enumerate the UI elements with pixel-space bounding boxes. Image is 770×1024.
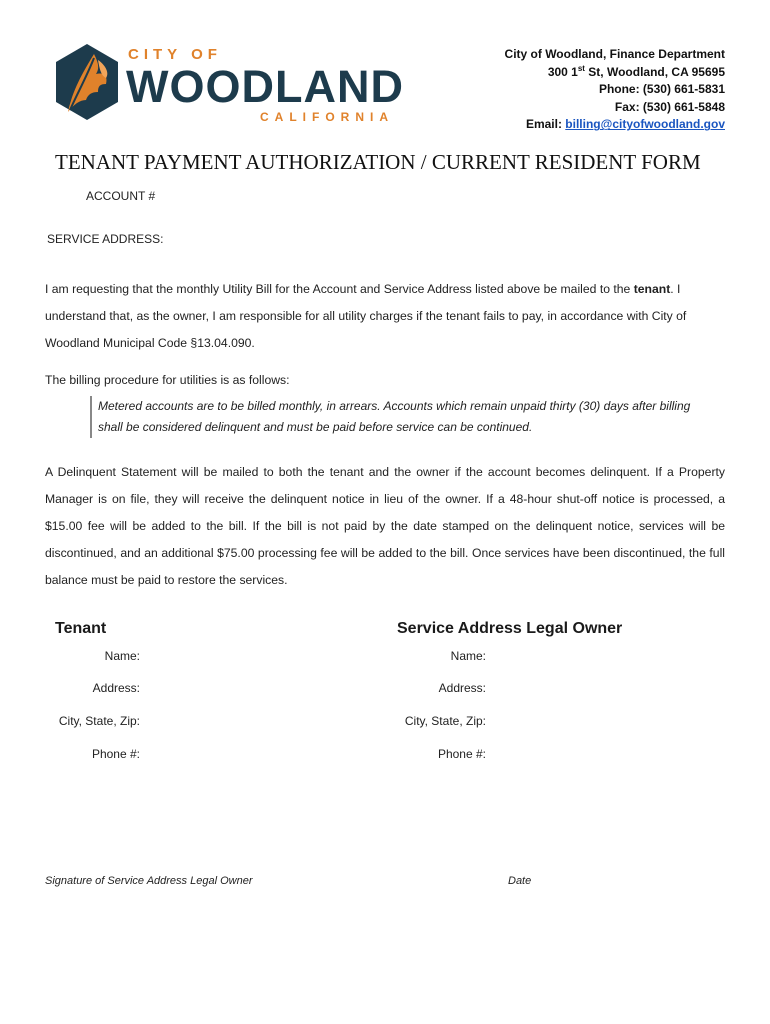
billing-procedure-intro: The billing procedure for utilities is as follows: (45, 373, 290, 387)
city-logo (54, 42, 404, 126)
tenant-heading: Tenant (55, 620, 107, 637)
service-address-label: SERVICE ADDRESS: (47, 232, 164, 246)
department-name: City of Woodland, Finance Department (504, 47, 725, 61)
logo-california: CALIFORNIA (260, 110, 394, 124)
contact-block (505, 46, 725, 134)
owner-name-label: Name: (450, 649, 486, 663)
department-address: 300 1st St, Woodland, CA 95695 (547, 63, 725, 79)
delinquent-statement-paragraph: A Delinquent Statement will be mailed to both the tenant and the owner if the account becomes delinquent. If a Property Manager is on file, they will receive the delinquent notice in lieu of the owner. If a 48-hour shut-off notice is processed, a $15.00 fee will be added to the bill. If the bill is not paid by the date stamped on the delinquent notice, services will be discontinued, and an additional $75.00 processing fee will be added to the bill. Once services have been discontinued, the full balance must be paid to restore the services. (45, 465, 725, 587)
tenant-name-label: Name: (104, 649, 140, 663)
owner-heading: Service Address Legal Owner (397, 620, 623, 637)
tenant-city-label: City, State, Zip: (58, 714, 140, 728)
billing-procedure-quote: Metered accounts are to be billed monthly, in arrears. Accounts which remain unpaid thirty (30) days after billing shall be considered delinquent and must be paid before service can be continued. (90, 396, 718, 438)
owner-request-paragraph: I am requesting that the monthly Utility Bill for the Account and Service Address listed above be mailed to the tenant. I understand that, as the owner, I am responsible for all utility charges if the tenant fails to pay, in accordance with City of Woodland Municipal Code §13.04.090. (45, 282, 687, 350)
owner-address-label: Address: (438, 681, 486, 695)
logo-city-of: CITY OF (128, 46, 222, 63)
account-label: ACCOUNT # (86, 189, 156, 203)
department-phone: Phone: (530) 661-5831 (598, 82, 725, 97)
email-link[interactable]: billing@cityofwoodland.gov (565, 117, 725, 132)
owner-phone-label: Phone #: (437, 747, 486, 761)
date-label: Date (508, 875, 532, 887)
tenant-phone-label: Phone #: (91, 747, 140, 761)
logo-woodland: WOODLAND (126, 61, 404, 112)
signature-label: Signature of Service Address Legal Owner (45, 875, 253, 887)
department-email: Email: billing@cityofwoodland.gov (525, 117, 725, 132)
form-title: TENANT PAYMENT AUTHORIZATION / CURRENT RESIDENT FORM (55, 150, 701, 174)
owner-city-label: City, State, Zip: (404, 714, 486, 728)
oak-leaf-hexagon-icon (54, 42, 120, 124)
department-fax: Fax: (530) 661-5848 (614, 99, 725, 114)
tenant-address-label: Address: (92, 681, 140, 695)
